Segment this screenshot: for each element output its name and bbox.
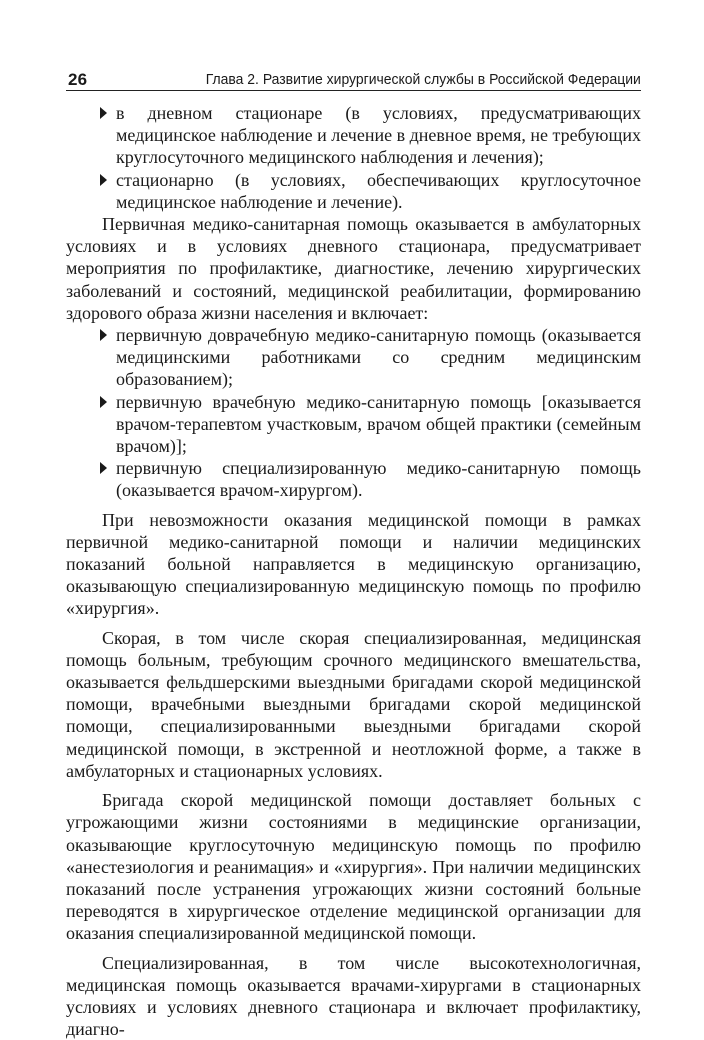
list-item-text: стационарно (в условиях, обеспечивающих круглосуточное медицинское наблюдение и лечение). [116,169,641,212]
list-item-text: в дневном стационаре (в условиях, предусматривающих медицинское наблюдение и лечение в дневное время, не требующих круглосуточного медицинского наблюдения и лечения); [116,103,641,168]
list-item [66,391,641,458]
triangle-bullet-icon [100,396,107,408]
triangle-bullet-icon [100,462,107,474]
paragraph-ambulance-team: Бригада скорой медицинской помощи доставляет больных с угрожающими жизни состояниями в медицинские организации, оказывающие круглосуточную медицинскую помощь по профилю «анестезиология и реанимация» и «хирургия». При наличии медицинских показаний после устранения угрожающих жизни состояний больные переводятся в хирургическое отделение медицинской организации для оказания специализированной медицинской помощи. [66,790,641,944]
page-number: 26 [68,70,88,89]
list-item [66,169,641,213]
triangle-bullet-icon [100,107,107,119]
page-body [66,102,641,1040]
paragraph-specialized-care: Специализированная, в том числе высокотехнологичная, медицинская помощь оказывается врачами-хирургами в стационарных условиях и условиях дневного стационара и включает профилактику, диагно- [66,952,641,1040]
chapter-title: Глава 2. Развитие хирургической службы в Российской Федерации [205,71,641,88]
list-item-text: первичную специализированную медико-санитарную помощь (оказывается врачом-хирургом). [116,458,641,501]
list-item-text: первичную доврачебную медико-санитарную помощь (оказывается медицинскими работниками со средним медицинским образованием); [116,325,641,390]
paragraph-primary-care: Первичная медико-санитарная помощь оказывается в амбулаторных условиях и в условиях дневного стационара, предусматривает мероприятия по профилактике, диагностике, лечению хирургических заболеваний и состояний, медицинской реабилитации, формированию здорового образа жизни населения и включает: [66,214,641,323]
triangle-bullet-icon [100,329,107,341]
page-header [66,62,641,91]
list-item [66,457,641,501]
list-item-text: первичную врачебную медико-санитарную помощь [оказывается врачом-терапевтом участковым, врачом общей практики (семейным врачом)]; [116,391,641,457]
paragraph-referral: При невозможности оказания медицинской помощи в рамках первичной медико-санитарной помощи и наличии медицинских показаний больной направляется в медицинскую организацию, оказывающую специализированную медицинскую помощь по профилю «хирургия». [66,509,641,619]
triangle-bullet-icon [100,174,107,186]
list-item [66,102,641,169]
paragraph-emergency: Скорая, в том числе скорая специализированная, медицинская помощь больным, требующим срочного медицинского вмешательства, оказывается фельдшерскими выездными бригадами скорой медицинской помощи, врачебными выездными бригадами скорой медицинской помощи, специализированными выездными бригадами скорой медицинской помощи, в экстренной и неотложной форме, а также в амбулаторных и стационарных условиях. [66,627,641,781]
list-item [66,324,641,391]
